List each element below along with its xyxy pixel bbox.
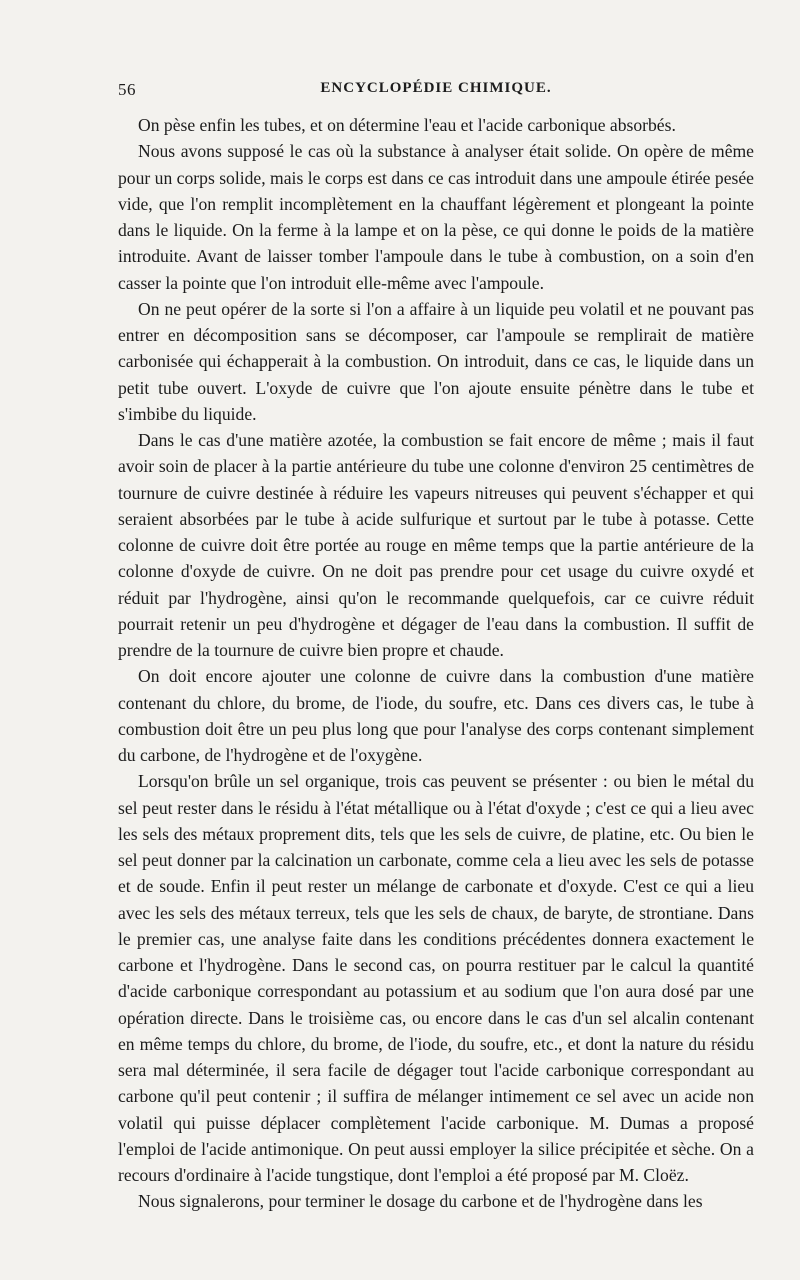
- paragraph: Lorsqu'on brûle un sel organique, trois cas peuvent se présenter : ou bien le métal du sel peut rester dans le résidu à l'état métallique ou à l'état d'oxyde ; c'est ce qui a lieu avec les sels des métaux proprement dits, tels que les sels de cuivre, de platine, etc. Ou bien le sel peut donner par la calcination un carbonate, comme cela a lieu avec les sels de potasse et de soude. Enfin il peut rester un mélange de carbonate et d'oxyde. C'est ce qui a lieu avec les sels des métaux terreux, tels que les sels de chaux, de baryte, de strontiane. Dans le premier cas, une analyse faite dans les conditions précédentes donnera exactement le carbone et l'hydrogène. Dans le second cas, on pourra restituer par le calcul la quantité d'acide carbonique correspondant au potassium et au sodium que l'on aura dosé par une opération directe. Dans le troisième cas, ou encore dans le cas d'un sel alcalin contenant en même temps du chlore, du brome, de l'iode, du soufre, etc., et dont la nature du résidu sera mal déterminée, il sera facile de dégager tout l'acide carbonique correspondant au carbone qu'il peut contenir ; il suffira de mélanger intimement ce sel avec un acide non volatil qui puisse déplacer complètement l'acide carbonique. M. Dumas a proposé l'emploi de l'acide antimonique. On peut aussi employer la silice précipitée et sèche. On a recours d'ordinaire à l'acide tungstique, dont l'emploi a été proposé par M. Cloëz.: [118, 771, 754, 1185]
- paragraph: On doit encore ajouter une colonne de cuivre dans la combustion d'une matière contenant du chlore, du brome, de l'iode, du soufre, etc. Dans ces divers cas, le tube à combustion doit être un peu plus long que pour l'analyse des corps contenant simplement du carbone, de l'hydrogène et de l'oxygène.: [118, 666, 754, 765]
- running-head: ENCYCLOPÉDIE CHIMIQUE.: [320, 80, 552, 96]
- paragraph: On ne peut opérer de la sorte si l'on a affaire à un liquide peu volatil et ne pouvant pas entrer en décomposition sans se décomposer, car l'ampoule se remplirait de matière carbonisée qui échapperait à la combustion. On introduit, dans ce cas, le liquide dans un petit tube ouvert. L'oxyde de cuivre que l'on ajoute ensuite pénètre dans le tube et s'imbibe du liquide.: [118, 298, 754, 424]
- paragraph: On pèse enfin les tubes, et on détermine l'eau et l'acide carbonique absorbés.: [138, 115, 676, 135]
- body-text: [118, 112, 754, 1215]
- paragraph: Dans le cas d'une matière azotée, la combustion se fait encore de même ; mais il faut avoir soin de placer à la partie antérieure du tube une colonne d'environ 25 centimètres de tournure de cuivre destinée à réduire les vapeurs nitreuses qui peuvent s'échapper et qui seraient absorbées par le tube à acide sulfurique et surtout par le tube à potasse. Cette colonne de cuivre doit être portée au rouge en même temps que la partie antérieure de la colonne d'oxyde de cuivre. On ne doit pas prendre pour cet usage du cuivre oxydé et réduit par l'hydrogène, ainsi qu'on le recommande quelquefois, car ce cuivre réduit pourrait retenir un peu d'hydrogène et dégager de l'eau dans la combustion. Il suffit de prendre de la tournure de cuivre bien propre et chaude.: [118, 430, 754, 660]
- paragraph: Nous avons supposé le cas où la substance à analyser était solide. On opère de même pour un corps solide, mais le corps est dans ce cas introduit dans une ampoule étirée pesée vide, que l'on remplit incomplètement en la chauffant légèrement et plongeant la pointe dans le liquide. On la ferme à la lampe et on la pèse, ce qui donne le poids de la matière introduite. Avant de laisser tomber l'ampoule dans le tube à combustion, on a soin d'en casser la pointe que l'on introduit elle-même avec l'ampoule.: [118, 141, 754, 293]
- paragraph: Nous signalerons, pour terminer le dosage du carbone et de l'hydrogène dans les: [138, 1191, 703, 1212]
- page-number: 56: [118, 80, 136, 99]
- page-header: [118, 80, 754, 106]
